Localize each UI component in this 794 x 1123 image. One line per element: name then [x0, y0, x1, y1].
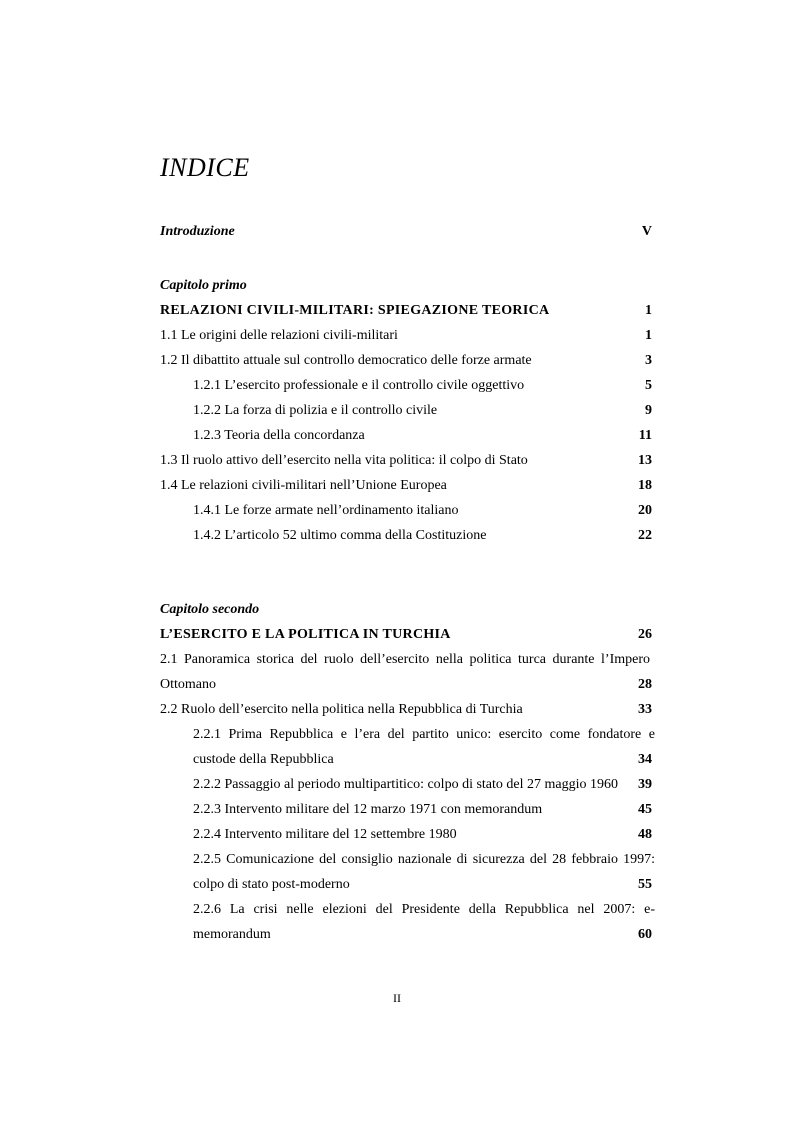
- toc-entry: 2.2 Ruolo dell’esercito nella politica nella Repubblica di Turchia 33: [160, 702, 652, 717]
- toc-entry-continued: Ottomano 28: [160, 677, 652, 692]
- toc-subentry: 2.2.6 La crisi nelle elezioni del Presidente della Repubblica nel 2007: e-: [193, 902, 655, 917]
- toc-entry: 1.4 Le relazioni civili-militari nell’Unione Europea 18: [160, 478, 652, 493]
- toc-subentry: 1.4.1 Le forze armate nell’ordinamento italiano 20: [193, 503, 652, 518]
- toc-subentry-continued: memorandum 60: [193, 927, 652, 942]
- entry-label: Introduzione: [160, 224, 235, 239]
- toc-entry: 2.1 Panoramica storica del ruolo dell’esercito nella politica turca durante l’Impero: [160, 652, 650, 667]
- page-number: II: [393, 991, 401, 1005]
- toc-subentry: 2.2.4 Intervento militare del 12 settembre 1980 48: [193, 827, 652, 842]
- toc-entry-introduzione: [160, 219, 655, 244]
- chapter-2-heading: L’ESERCITO E LA POLITICA IN TURCHIA 26: [160, 622, 655, 647]
- toc-subentry: 2.2.2 Passaggio al periodo multipartitico: colpo di stato del 27 maggio 1960 39: [193, 777, 652, 792]
- toc-subentry: 1.2.1 L’esercito professionale e il controllo civile oggettivo 5: [193, 378, 652, 393]
- toc-subentry: 2.2.5 Comunicazione del consiglio nazionale di sicurezza del 28 febbraio 1997:: [193, 852, 655, 867]
- entry-page: 1: [645, 303, 652, 318]
- toc-subentry: 1.2.3 Teoria della concordanza 11: [193, 428, 652, 443]
- toc-entry: 1.1 Le origini delle relazioni civili-militari 1: [160, 328, 652, 343]
- page-title: INDICE: [160, 153, 250, 182]
- toc-entry: 1.2 Il dibattito attuale sul controllo democratico delle forze armate 3: [160, 353, 652, 368]
- toc-subentry: 1.2.2 La forza di polizia e il controllo civile 9: [193, 403, 652, 418]
- chapter-2-label: Capitolo secondo: [160, 602, 260, 617]
- toc-entry: 1.3 Il ruolo attivo dell’esercito nella vita politica: il colpo di Stato 13: [160, 453, 652, 468]
- chapter-1-label: Capitolo primo: [160, 278, 247, 293]
- toc-subentry-continued: colpo di stato post-moderno 55: [193, 877, 652, 892]
- chapter-1-heading: RELAZIONI CIVILI-MILITARI: SPIEGAZIONE TEORICA 1: [160, 298, 655, 323]
- toc-subentry-continued: custode della Repubblica 34: [193, 752, 652, 767]
- entry-page: V: [641, 224, 652, 239]
- toc-subentry: 2.2.1 Prima Repubblica e l’era del partito unico: esercito come fondatore e: [193, 727, 655, 742]
- toc-subentry: 1.4.2 L’articolo 52 ultimo comma della Costituzione 22: [193, 528, 652, 543]
- toc-subentry: 2.2.3 Intervento militare del 12 marzo 1971 con memorandum 45: [193, 802, 652, 817]
- entry-page: 26: [638, 627, 652, 642]
